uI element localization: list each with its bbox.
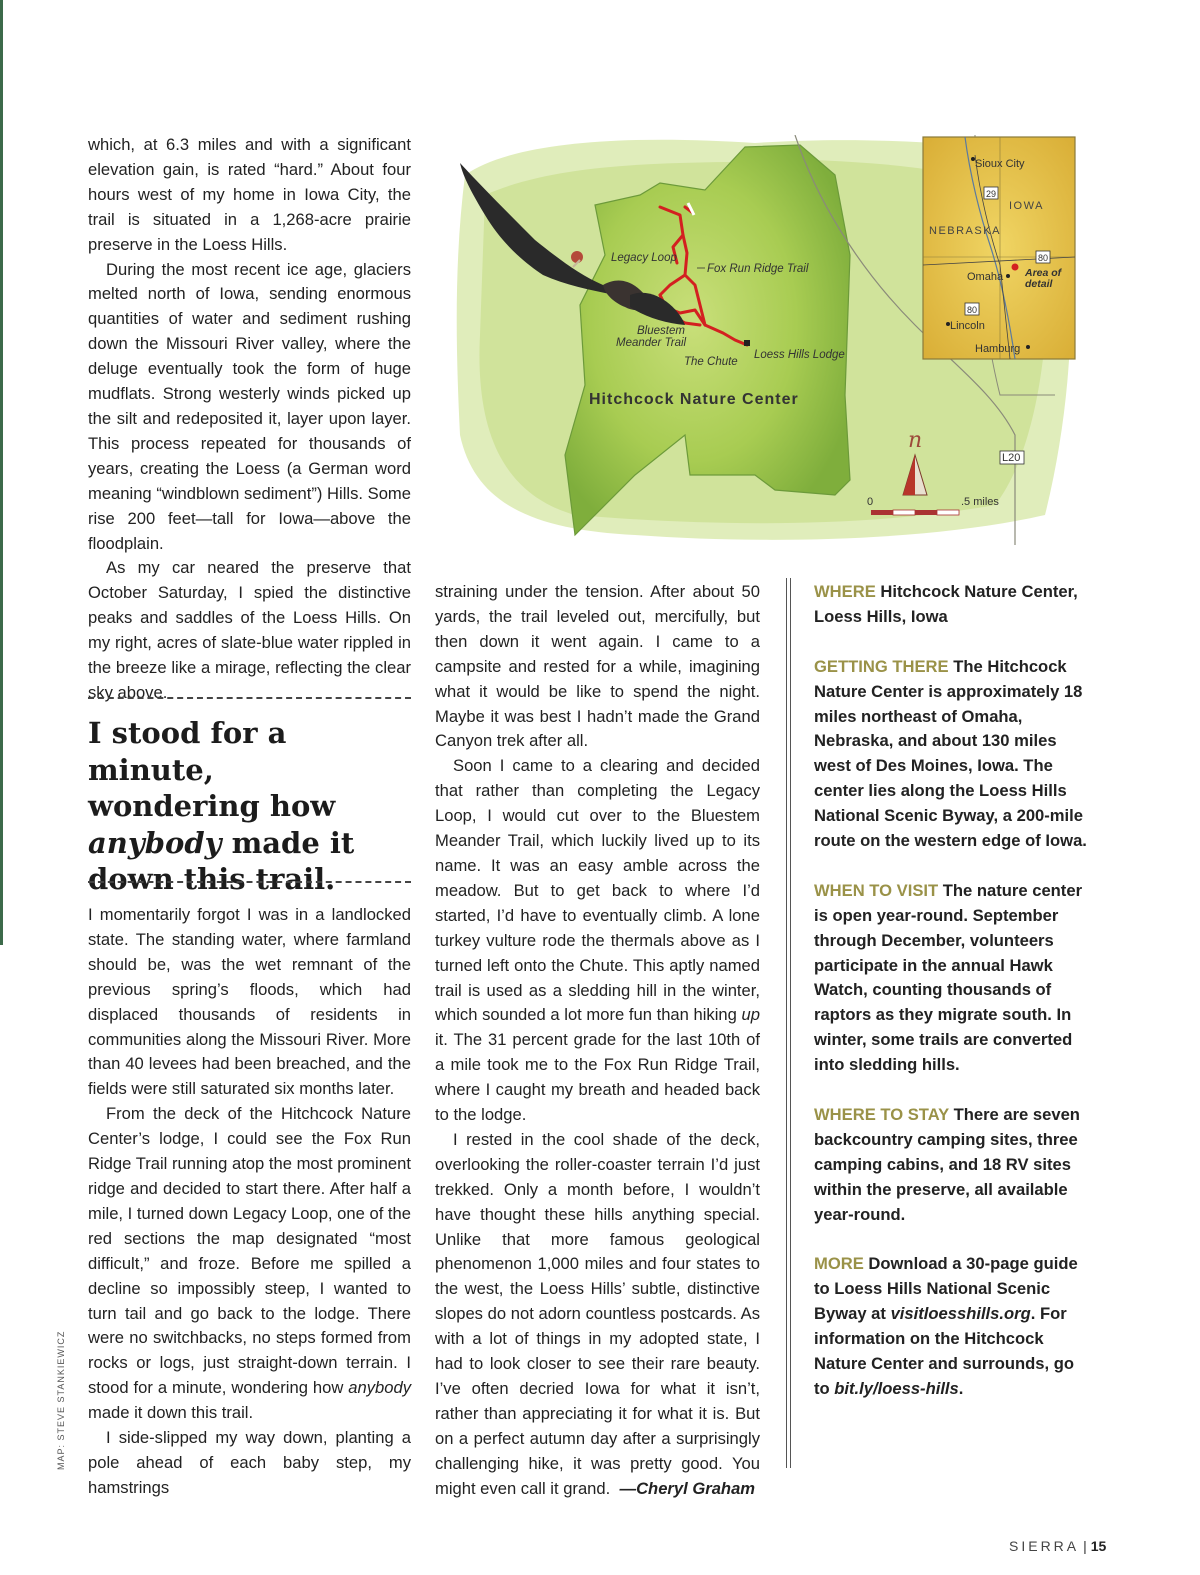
area-of-detail-1: Area of [1025, 267, 1062, 279]
lincoln-label: Lincoln [950, 320, 985, 332]
scale-zero: 0 [867, 496, 874, 508]
paragraph: From the deck of the Hitchcock Nature Center’s lodge, I could see the Fox Run Ridge Trail running atop the most prominent ridge and decided to start there. After half a mile, I turned down Legacy Loop, one of the red sections the map designated “most difficult,” and froze. Before me spilled a decline so impossibly steep, I wanted to turn tail and go back to the lodge. There were no switchbacks, no steps formed from rocks or logs, just straight-down terrain. I stood for a minute, wondering how anybody made it down this trail. [88, 1104, 411, 1423]
paragraph: which, at 6.3 miles and with a significant elevation gain, is rated “hard.” About four hours west of my home in Iowa City, the trail is situated in a 1,268-acre prairie preserve in the Loess Hills. [88, 135, 411, 254]
magazine-name: SIERRA [1009, 1538, 1080, 1554]
footer-separator: | [1083, 1538, 1087, 1554]
pullquote-line: I stood for a minute, [88, 716, 287, 787]
link-visitloesshills[interactable]: visitloesshills.org [890, 1304, 1031, 1324]
sidebar-entry-where: WHERE Hitchcock Nature Center, Loess Hills, Iowa [814, 582, 1078, 626]
sidebar-entry-where-to-stay: WHERE TO STAY There are seven backcountry camping sites, three camping cabins, and 18 RV sites within the preserve, all available year-round. [814, 1104, 1080, 1224]
omaha-label: Omaha [967, 271, 1004, 283]
nebraska-label: NEBRASKA [929, 225, 1001, 237]
i29-shield: 29 [986, 189, 997, 199]
iowa-label: IOWA [1009, 200, 1044, 212]
lodge-marker [744, 340, 750, 346]
paragraph: Soon I came to a clearing and decided that rather than completing the Legacy Loop, I would cut over to the Bluestem Meander Trail, which luckily lived up to its name. It was an easy amble across the meadow. But to get back to where I’d started, I’d have to eventually climb. A lone turkey vulture rode the thermals above as I turned left onto the Chute. This aptly named trail is used as a sledding hill in the winter, which sounded a lot more fun than hiking up it. The 31 percent grade for the last 10th of a mile took me to the Fox Run Ridge Trail, where I caught my breath and headed back to the lodge. [435, 756, 760, 1125]
legacy-loop-label: Legacy Loop [611, 252, 677, 264]
pullquote-divider-top [88, 697, 411, 699]
area-of-detail-2: detail [1025, 278, 1053, 290]
column-1-top [88, 133, 411, 706]
north-symbol: n [908, 428, 923, 453]
link-bitly[interactable]: bit.ly/loess-hills [834, 1378, 959, 1398]
bluestem-label-2: Meander Trail [616, 337, 687, 349]
inset-map [923, 137, 1075, 359]
hamburg-label: Hamburg [975, 343, 1021, 355]
pullquote-line: made it [221, 825, 355, 860]
emphasis: anybody [348, 1378, 411, 1398]
page-edge-bar [0, 0, 3, 945]
pull-quote [88, 715, 418, 898]
scale-end: .5 miles [961, 496, 999, 508]
pullquote-line: wondering how [88, 789, 336, 823]
column-2 [435, 580, 760, 1502]
paragraph: I side-slipped my way down, planting a pole ahead of each baby step, my hamstrings [88, 1428, 411, 1497]
scale-bar [871, 510, 959, 515]
i80-shield-b: 80 [967, 305, 978, 315]
page-number: 15 [1090, 1538, 1107, 1554]
i80-shield-a: 80 [1038, 253, 1049, 263]
trail-map [455, 135, 1080, 545]
page-footer [1009, 1538, 1106, 1554]
sidebar-rule [790, 578, 791, 1468]
bluestem-label-1: Bluestem [637, 325, 685, 337]
sioux-city-label: Sioux City [975, 158, 1025, 170]
author-signature: —Cheryl Graham [619, 1478, 756, 1498]
info-sidebar [814, 580, 1089, 1427]
map-credit: MAP: STEVE STANKIEWICZ [56, 1330, 66, 1470]
pullquote-emphasis: anybody [88, 825, 222, 860]
sidebar-entry-when-to-visit: WHEN TO VISIT The nature center is open year-round. September through December, volunteers participate in the annual Hawk Watch, counting thousands of raptors as they migrate south. In winter, some trails are converted into sledding hills. [814, 880, 1083, 1075]
chute-label: The Chute [684, 356, 738, 368]
map-illustration [455, 135, 1080, 545]
paragraph: straining under the tension. After about 50 yards, the trail leveled out, mercifully, but then down it went again. I came to a campsite and rested for a while, imagining what it would be like to spend the night. Maybe it was best I hadn’t made the Grand Canyon trek after all. [435, 582, 760, 751]
map-title: Hitchcock Nature Center [589, 391, 799, 408]
paragraph: During the most recent ice age, glaciers melted north of Iowa, sending enormous quantities of water and sediment rushing down the Missouri River valley, where the deluge eventually took the form of huge mudflats. Strong westerly winds picked up the silt and redeposited it, layer upon layer. This process repeated for thousands of years, creating the Loess (a German word meaning “windblown sediment”) Hills. Some rise 200 feet—tall for Iowa—above the floodplain. [88, 259, 411, 553]
paragraph: As my car neared the preserve that October Saturday, I spied the distinctive peaks and saddles of the Loess Hills. On my right, acres of slate-blue water rippled in the breeze like a mirage, reflecting the clear sky above. [88, 558, 411, 702]
fox-run-label: Fox Run Ridge Trail [707, 263, 809, 275]
road-l20-label: L20 [1002, 452, 1021, 464]
lodge-label: Loess Hills Lodge [754, 349, 845, 361]
emphasis: up [741, 1005, 760, 1025]
pullquote-divider-bottom [88, 881, 411, 883]
sidebar-entry-more: MORE Download a 30-page guide to Loess Hills National Scenic Byway at visitloesshills.org. For information on the Hitchcock Nature Center and surrounds, go to bit.ly/loess-hills. [814, 1254, 1078, 1398]
paragraph: I rested in the cool shade of the deck, overlooking the roller-coaster terrain I’d just trekked. Only a month before, I wouldn’t have thought these hills anything special. Unlike that more famous geological phenomenon 1,000 miles and four states to the west, the Loess Hills’ subtle, distinctive slopes do not adorn countless postcards. As with a lot of things in my adopted state, I had to look closer to see their rare beauty. I’ve often decried Iowa for what it isn’t, rather than appreciating it for what it is. But on a perfect autumn day after a surprisingly challenging hike, it was pretty good. You might even call it grand. —Cheryl Graham [435, 1129, 760, 1498]
paragraph: I momentarily forgot I was in a landlocked state. The standing water, where farmland should be, was the wet remnant of the previous spring’s floods, which had displaced thousands of residents in communities along the Missouri River. More than 40 levees had been breached, and the fields were still saturated six months later. [88, 905, 411, 1099]
column-1-bottom [88, 903, 411, 1501]
sidebar-rule [786, 578, 787, 1468]
pullquote-line: down this trail. [88, 862, 336, 896]
sidebar-entry-getting-there: GETTING THERE The Hitchcock Nature Center is approximately 18 miles northeast of Omaha, Nebraska, and about 130 miles west of Des Moines, Iowa. The center lies along the Loess Hills National Scenic Byway, a 200-mile route on the western edge of Iowa. [814, 656, 1087, 851]
